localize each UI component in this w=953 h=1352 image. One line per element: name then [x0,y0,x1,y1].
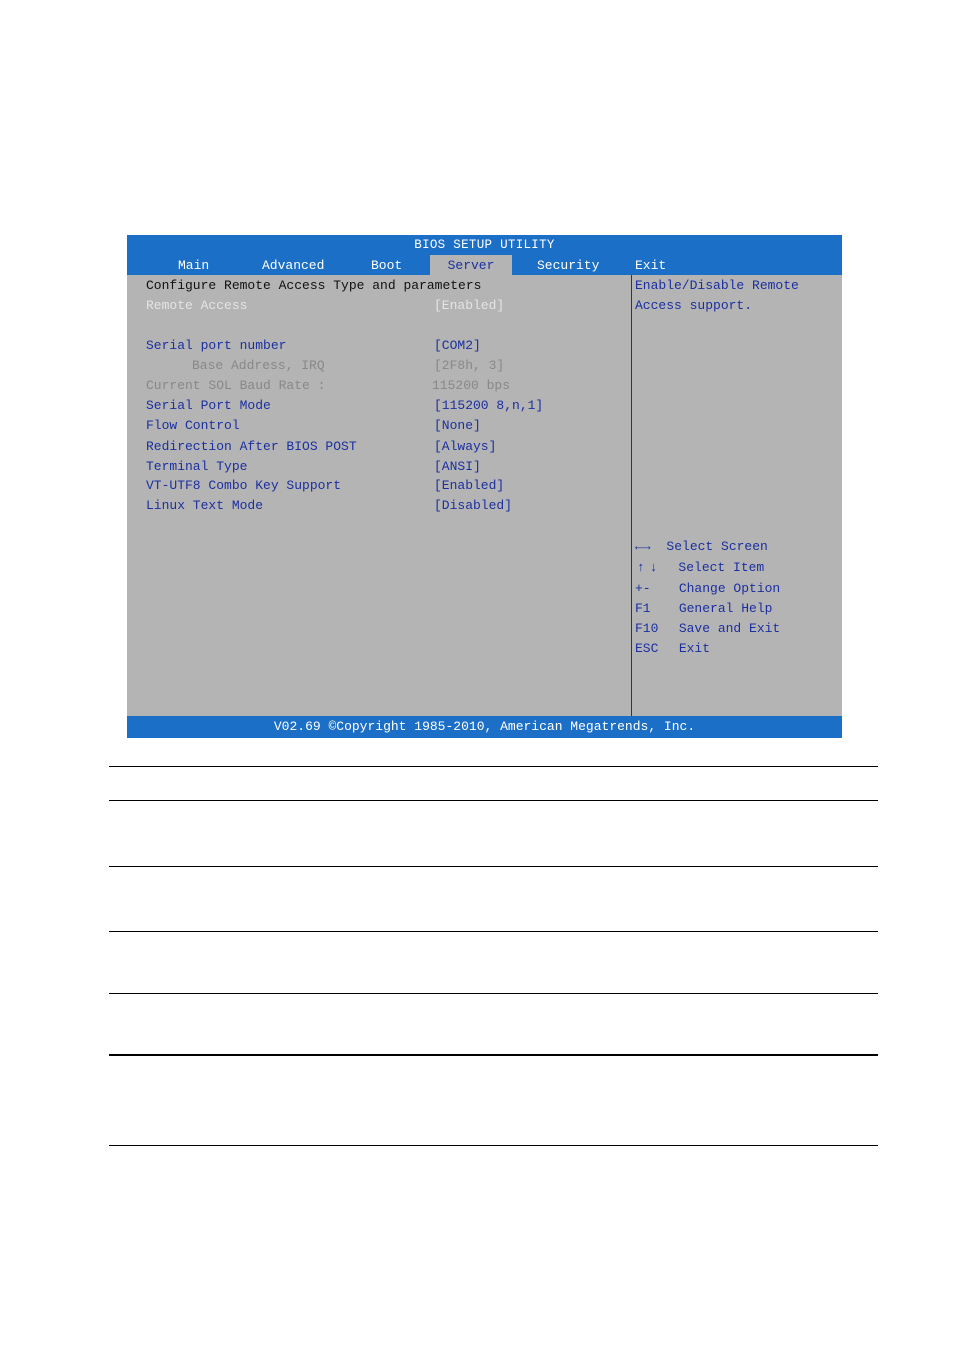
setting-serial-port-mode-label[interactable]: Serial Port Mode [146,398,271,413]
keyhelp-action: Select Item [678,560,765,575]
keyhelp-change-option [635,579,780,599]
table-rule [109,1054,878,1056]
help-text-line-2: Access support. [635,298,753,313]
tab-security[interactable]: Security [537,258,600,273]
table-rule [109,1145,878,1146]
setting-remote-access-label[interactable]: Remote Access [146,298,248,313]
setting-sol-baud-rate-label: Current SOL Baud Rate : [146,378,326,393]
setting-flow-control-value[interactable]: [None] [434,418,481,433]
plus-minus-key: +- [635,581,651,596]
setting-terminal-type-label[interactable]: Terminal Type [146,459,248,474]
f1-key: F1 [635,601,651,616]
keyhelp-exit [635,639,710,659]
setting-serial-port-number-label[interactable]: Serial port number [146,338,287,353]
setting-base-address-value: [2F8h, 3] [434,358,505,373]
setting-terminal-type-value[interactable]: [ANSI] [434,459,481,474]
keyhelp-select-item [637,558,764,578]
keyhelp-action: Save and Exit [678,621,781,636]
setting-vt-utf8-label[interactable]: VT-UTF8 Combo Key Support [146,478,342,493]
keyhelp-action: General Help [678,601,773,616]
panel-divider [631,275,632,716]
section-heading: Configure Remote Access Type and parameters [146,278,482,293]
keyhelp-action: Exit [678,641,711,656]
help-text-line-1: Enable/Disable Remote [635,278,799,293]
tab-server[interactable]: Server [430,255,512,275]
left-right-arrow-icon: ←→ [635,539,651,554]
setting-linux-text-mode-label[interactable]: Linux Text Mode [146,498,264,513]
table-rule [109,931,878,932]
setting-sol-baud-rate-value: 115200 bps [432,378,511,393]
copyright-text: V02.69 ©Copyright 1985-2010, American Megatrends, Inc. [273,719,696,734]
table-rule [109,866,878,867]
bios-title-bar [127,235,842,255]
setting-vt-utf8-value[interactable]: [Enabled] [434,478,505,493]
tab-exit[interactable]: Exit [635,258,667,273]
setting-linux-text-mode-value[interactable]: [Disabled] [434,498,513,513]
setting-serial-port-mode-value[interactable]: [115200 8,n,1] [434,398,544,413]
up-down-arrow-icon: ↑↓ [637,560,663,575]
setting-remote-access-value[interactable]: [Enabled] [434,298,505,313]
bios-title: BIOS SETUP UTILITY [414,238,555,252]
setting-serial-port-number-value[interactable]: [COM2] [434,338,481,353]
setting-redirection-value[interactable]: [Always] [434,439,497,454]
setting-flow-control-label[interactable]: Flow Control [146,418,240,433]
bios-setup-screen [127,235,842,738]
bios-menu-bar [127,255,842,275]
table-rule [109,766,878,767]
setting-redirection-label[interactable]: Redirection After BIOS POST [146,439,357,454]
setting-base-address-label: Base Address, IRQ [192,358,325,373]
table-rule [109,993,878,994]
esc-key: ESC [635,641,659,656]
f10-key: F10 [635,621,659,636]
keyhelp-select-screen [635,537,768,557]
keyhelp-save-exit [635,619,780,639]
table-rule [109,800,878,801]
keyhelp-action: Change Option [678,581,781,596]
tab-advanced[interactable]: Advanced [262,258,325,273]
keyhelp-action: Select Screen [666,539,768,554]
keyhelp-general-help [635,599,772,619]
tab-boot[interactable]: Boot [371,258,403,273]
tab-main[interactable]: Main [178,258,210,273]
bios-footer [127,716,842,738]
